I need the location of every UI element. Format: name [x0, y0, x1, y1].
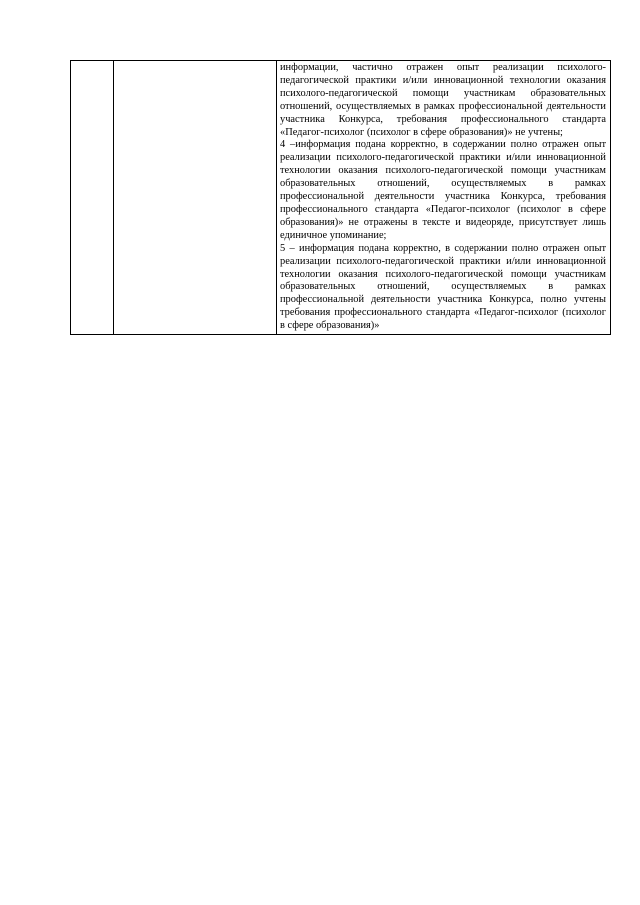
description-cell	[277, 61, 611, 335]
criterion-cell	[114, 61, 277, 335]
number-cell	[71, 61, 114, 335]
description-paragraph: 4 –информация подана корректно, в содержании полно отражен опыт реализации психолого-педагогической практики и/или инновационной технологии оказания психолого-педагогической помощи участникам образовательных отношений, осуществляемых в рамках профессиональной деятельности участника Конкурса, требования профессионального стандарта «Педагог-психолог (психолог в сфере образования)» не отражены в тексте и видеоряде, присутствует лишь единичное упоминание;	[280, 139, 606, 241]
description-paragraph: информации, частично отражен опыт реализации психолого-педагогической практики и/или инновационной технологии оказания психолого-педагогической помощи участникам образовательных отношений, осуществляемых в рамках профессиональной деятельности участника Конкурса, требования профессионального стандарта «Педагог-психолог (психолог в сфере образования)» не учтены;	[280, 62, 606, 138]
criteria-table	[70, 60, 611, 335]
table-row	[71, 61, 611, 335]
description-paragraph: 5 – информация подана корректно, в содержании полно отражен опыт реализации психолого-педагогической практики и/или инновационной технологии оказания психолого-педагогической помощи участникам образовательных отношений, осуществляемых в рамках профессиональной деятельности участника Конкурса, полно учтены требования профессионального стандарта «Педагог-психолог (психолог в сфере образования)»	[280, 242, 606, 332]
